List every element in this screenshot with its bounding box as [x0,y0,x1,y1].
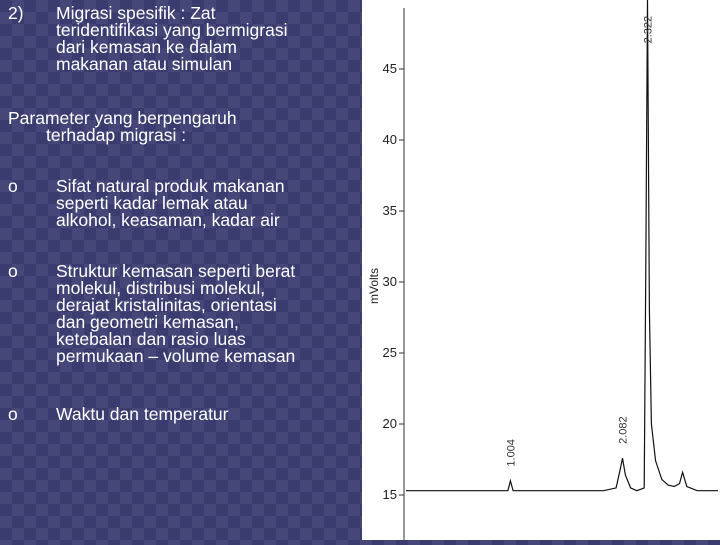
y-tick-label: 15 [382,487,397,502]
y-tick-label: 20 [382,416,397,431]
text-line: derajat kristalinitas, orientasi [56,295,277,315]
item-number: 2) [8,3,24,23]
peak-label: 2.082 [617,416,630,444]
y-axis-ticks [367,61,404,502]
bullet-marker: o [8,176,18,196]
bullet-marker: o [8,261,18,281]
y-tick-label: 35 [382,203,397,218]
text-line: alkohol, keasaman, kadar air [56,210,280,230]
peak-labels [505,16,654,467]
text-line: dan geometri kemasan, [56,312,239,332]
text-line: seperti kadar lemak atau [56,193,248,213]
text-line: terhadap migrasi : [46,125,187,145]
peak-label: 1.004 [505,439,518,467]
text-line: Struktur kemasan seperti berat [56,261,296,281]
bullet-text-sifat [56,178,356,229]
slide-text-panel [0,0,360,540]
text-line: makanan atau simulan [56,54,233,74]
peak-label: 2.322 [642,15,655,44]
text-line: molekul, distribusi molekul, [56,278,266,298]
chromatogram-chart [362,0,720,540]
parameter-heading [8,110,353,144]
y-tick-label: 25 [382,345,397,360]
text-line: Parameter yang berpengaruh [8,108,237,128]
text-line: permukaan – volume kemasan [56,346,296,366]
text-line: Sifat natural produk makanan [56,176,285,196]
text-line: Waktu dan temperatur [56,404,229,424]
chromatogram-panel [362,0,720,540]
bullet-text-struktur [56,263,356,365]
bullet-marker: o [8,404,18,424]
series-line-0 [406,0,718,491]
migrasi-spesifik-text [56,5,356,73]
y-axis-label: mVolts [367,267,381,305]
text-line: dari kemasan ke dalam [56,37,237,57]
text-line: Migrasi spesifik : Zat [56,3,216,23]
bullet-text-waktu [56,406,356,423]
y-tick-label: 45 [382,61,397,76]
text-line: teridentifikasi yang bermigrasi [56,20,288,40]
plot-area [404,0,718,540]
text-line: ketebalan dan rasio luas [56,329,246,349]
y-tick-label: 40 [382,132,397,147]
y-tick-label: 30 [382,274,397,289]
